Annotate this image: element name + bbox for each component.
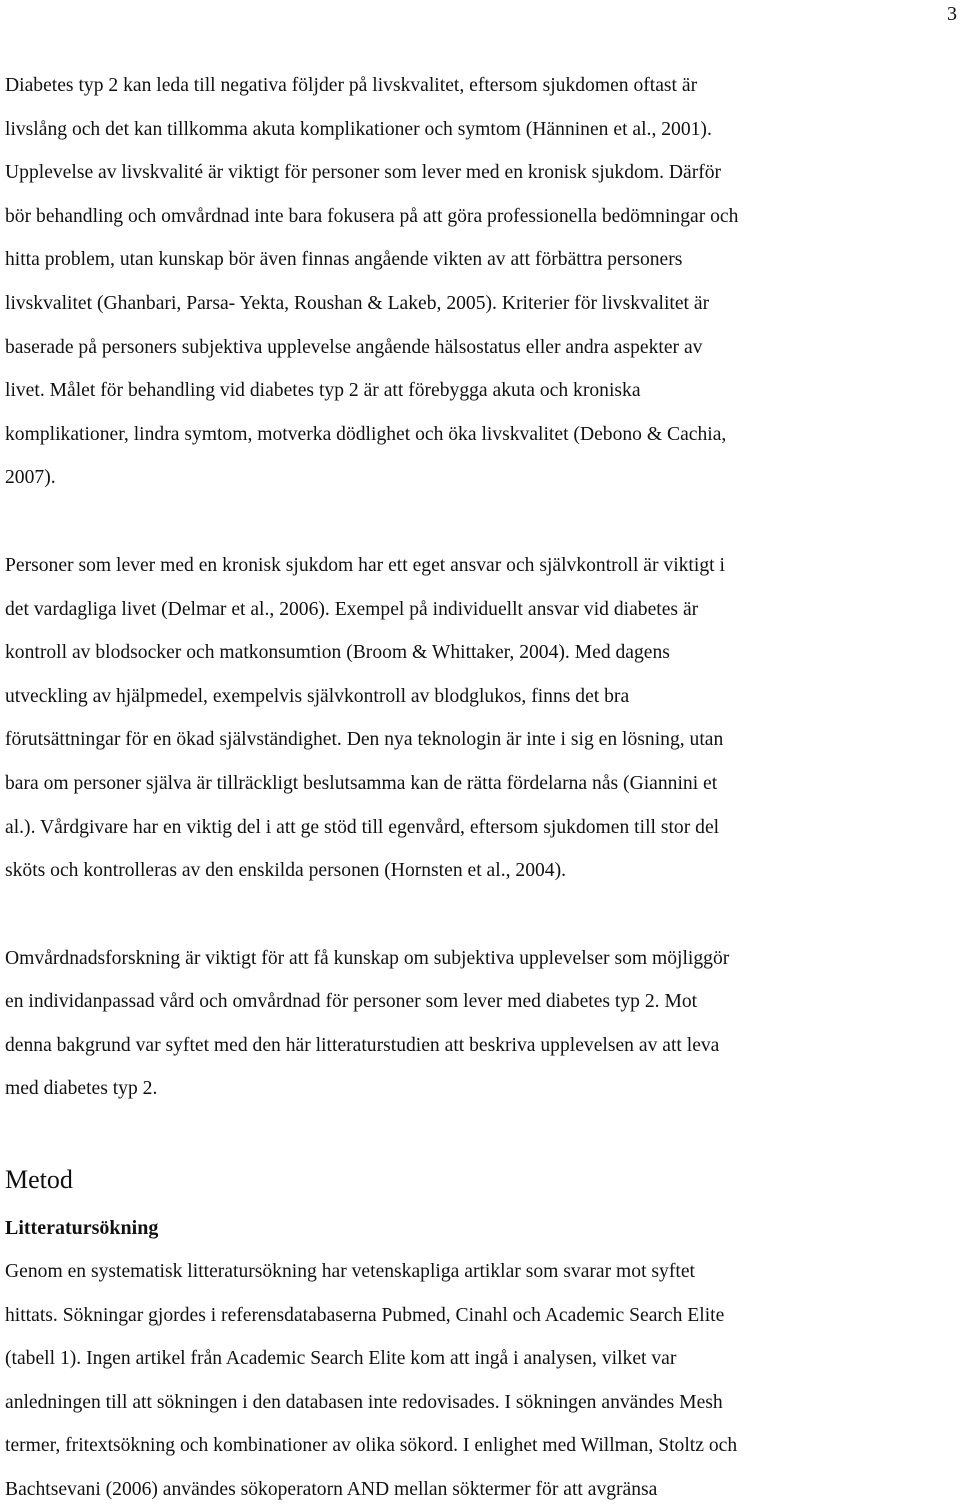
- paragraph-aim: [5, 937, 951, 1111]
- subsection-heading-literature-search: Litteratursökning: [5, 1217, 159, 1240]
- text-line: al.). Vårdgivare har en viktig del i att ge stöd till egenvård, eftersom sjukdomen till stor del: [5, 816, 720, 838]
- page-number: 3: [947, 3, 957, 25]
- text-line: med diabetes typ 2.: [5, 1078, 158, 1100]
- text-line: livet. Målet för behandling vid diabetes typ 2 är att förebygga akuta och kroniska: [5, 380, 641, 402]
- text-line: termer, fritextsökning och kombinationer av olika sökord. I enlighet med Willman, Stoltz och: [5, 1435, 738, 1457]
- text-line: anledningen till att sökningen i den databasen inte redovisades. I sökningen användes Mesh: [5, 1391, 723, 1413]
- section-spacer: [5, 1111, 951, 1154]
- text-line: baserade på personers subjektiva upplevelse angående hälsostatus eller andra aspekter av: [5, 336, 703, 358]
- text-line: (tabell 1). Ingen artikel från Academic Search Elite kom att ingå i analysen, vilket var: [5, 1348, 677, 1370]
- paragraph-self-care: [5, 544, 951, 893]
- text-line: en individanpassad vård och omvårdnad för personer som lever med diabetes typ 2. Mot: [5, 991, 698, 1013]
- text-line: Upplevelse av livskvalité är viktigt för personer som lever med en kronisk sjukdom. Därför: [5, 162, 722, 184]
- text-line: Diabetes typ 2 kan leda till negativa följder på livskvalitet, eftersom sjukdomen oftast är: [5, 75, 698, 96]
- text-line: Omvårdnadsforskning är viktigt för att få kunskap om subjektiva upplevelser som möjliggör: [5, 947, 730, 969]
- text-line: bara om personer själva är tillräckligt beslutsamma kan de rätta fördelarna nås (Giannini et: [5, 772, 718, 794]
- text-line: hitta problem, utan kunskap bör även finnas angående vikten av att förbättra personers: [5, 249, 683, 271]
- text-line: Genom en systematisk litteratursökning har vetenskapliga artiklar som svarar mot syftet: [5, 1261, 695, 1283]
- text-line: 2007).: [5, 467, 56, 489]
- paragraph-literature-search: [5, 1250, 951, 1512]
- text-line: livskvalitet (Ghanbari, Parsa- Yekta, Roushan & Lakeb, 2005). Kriterier för livskvalitet är: [5, 292, 710, 314]
- text-line: livslång och det kan tillkomma akuta komplikationer och symtom (Hänninen et al., 2001).: [5, 118, 712, 140]
- text-line: det vardagliga livet (Delmar et al., 2006). Exempel på individuellt ansvar vid diabetes är: [5, 598, 699, 620]
- text-line: denna bakgrund var syftet med den här litteraturstudien att beskriva upplevelsen av att leva: [5, 1034, 720, 1056]
- text-line: Personer som lever med en kronisk sjukdom har ett eget ansvar och självkontroll är viktigt i: [5, 554, 725, 576]
- text-line: sköts och kontrolleras av den enskilda personen (Hornsten et al., 2004).: [5, 860, 567, 882]
- text-line: Bachtsevani (2006) användes sökoperatorn AND mellan söktermer för att avgränsa: [5, 1479, 658, 1501]
- section-heading-method: Metod: [5, 1165, 73, 1195]
- text-line: förutsättningar för en ökad självständighet. Den nya teknologin är inte i sig en lösning, utan: [5, 729, 724, 751]
- text-line: utveckling av hjälpmedel, exempelvis självkontroll av blodglukos, finns det bra: [5, 685, 630, 707]
- paragraph-quality-of-life: [5, 64, 951, 500]
- paragraph-spacer: [5, 500, 951, 544]
- text-line: komplikationer, lindra symtom, motverka dödlighet och öka livskvalitet (Debono & Cachia,: [5, 423, 727, 445]
- text-line: hittats. Sökningar gjordes i referensdatabaserna Pubmed, Cinahl och Academic Search Elite: [5, 1304, 725, 1326]
- text-line: kontroll av blodsocker och matkonsumtion (Broom & Whittaker, 2004). Med dagens: [5, 642, 670, 664]
- paragraph-spacer: [5, 893, 951, 937]
- document-body: [5, 64, 951, 1512]
- text-line: bör behandling och omvårdnad inte bara fokusera på att göra professionella bedömningar och: [5, 205, 739, 227]
